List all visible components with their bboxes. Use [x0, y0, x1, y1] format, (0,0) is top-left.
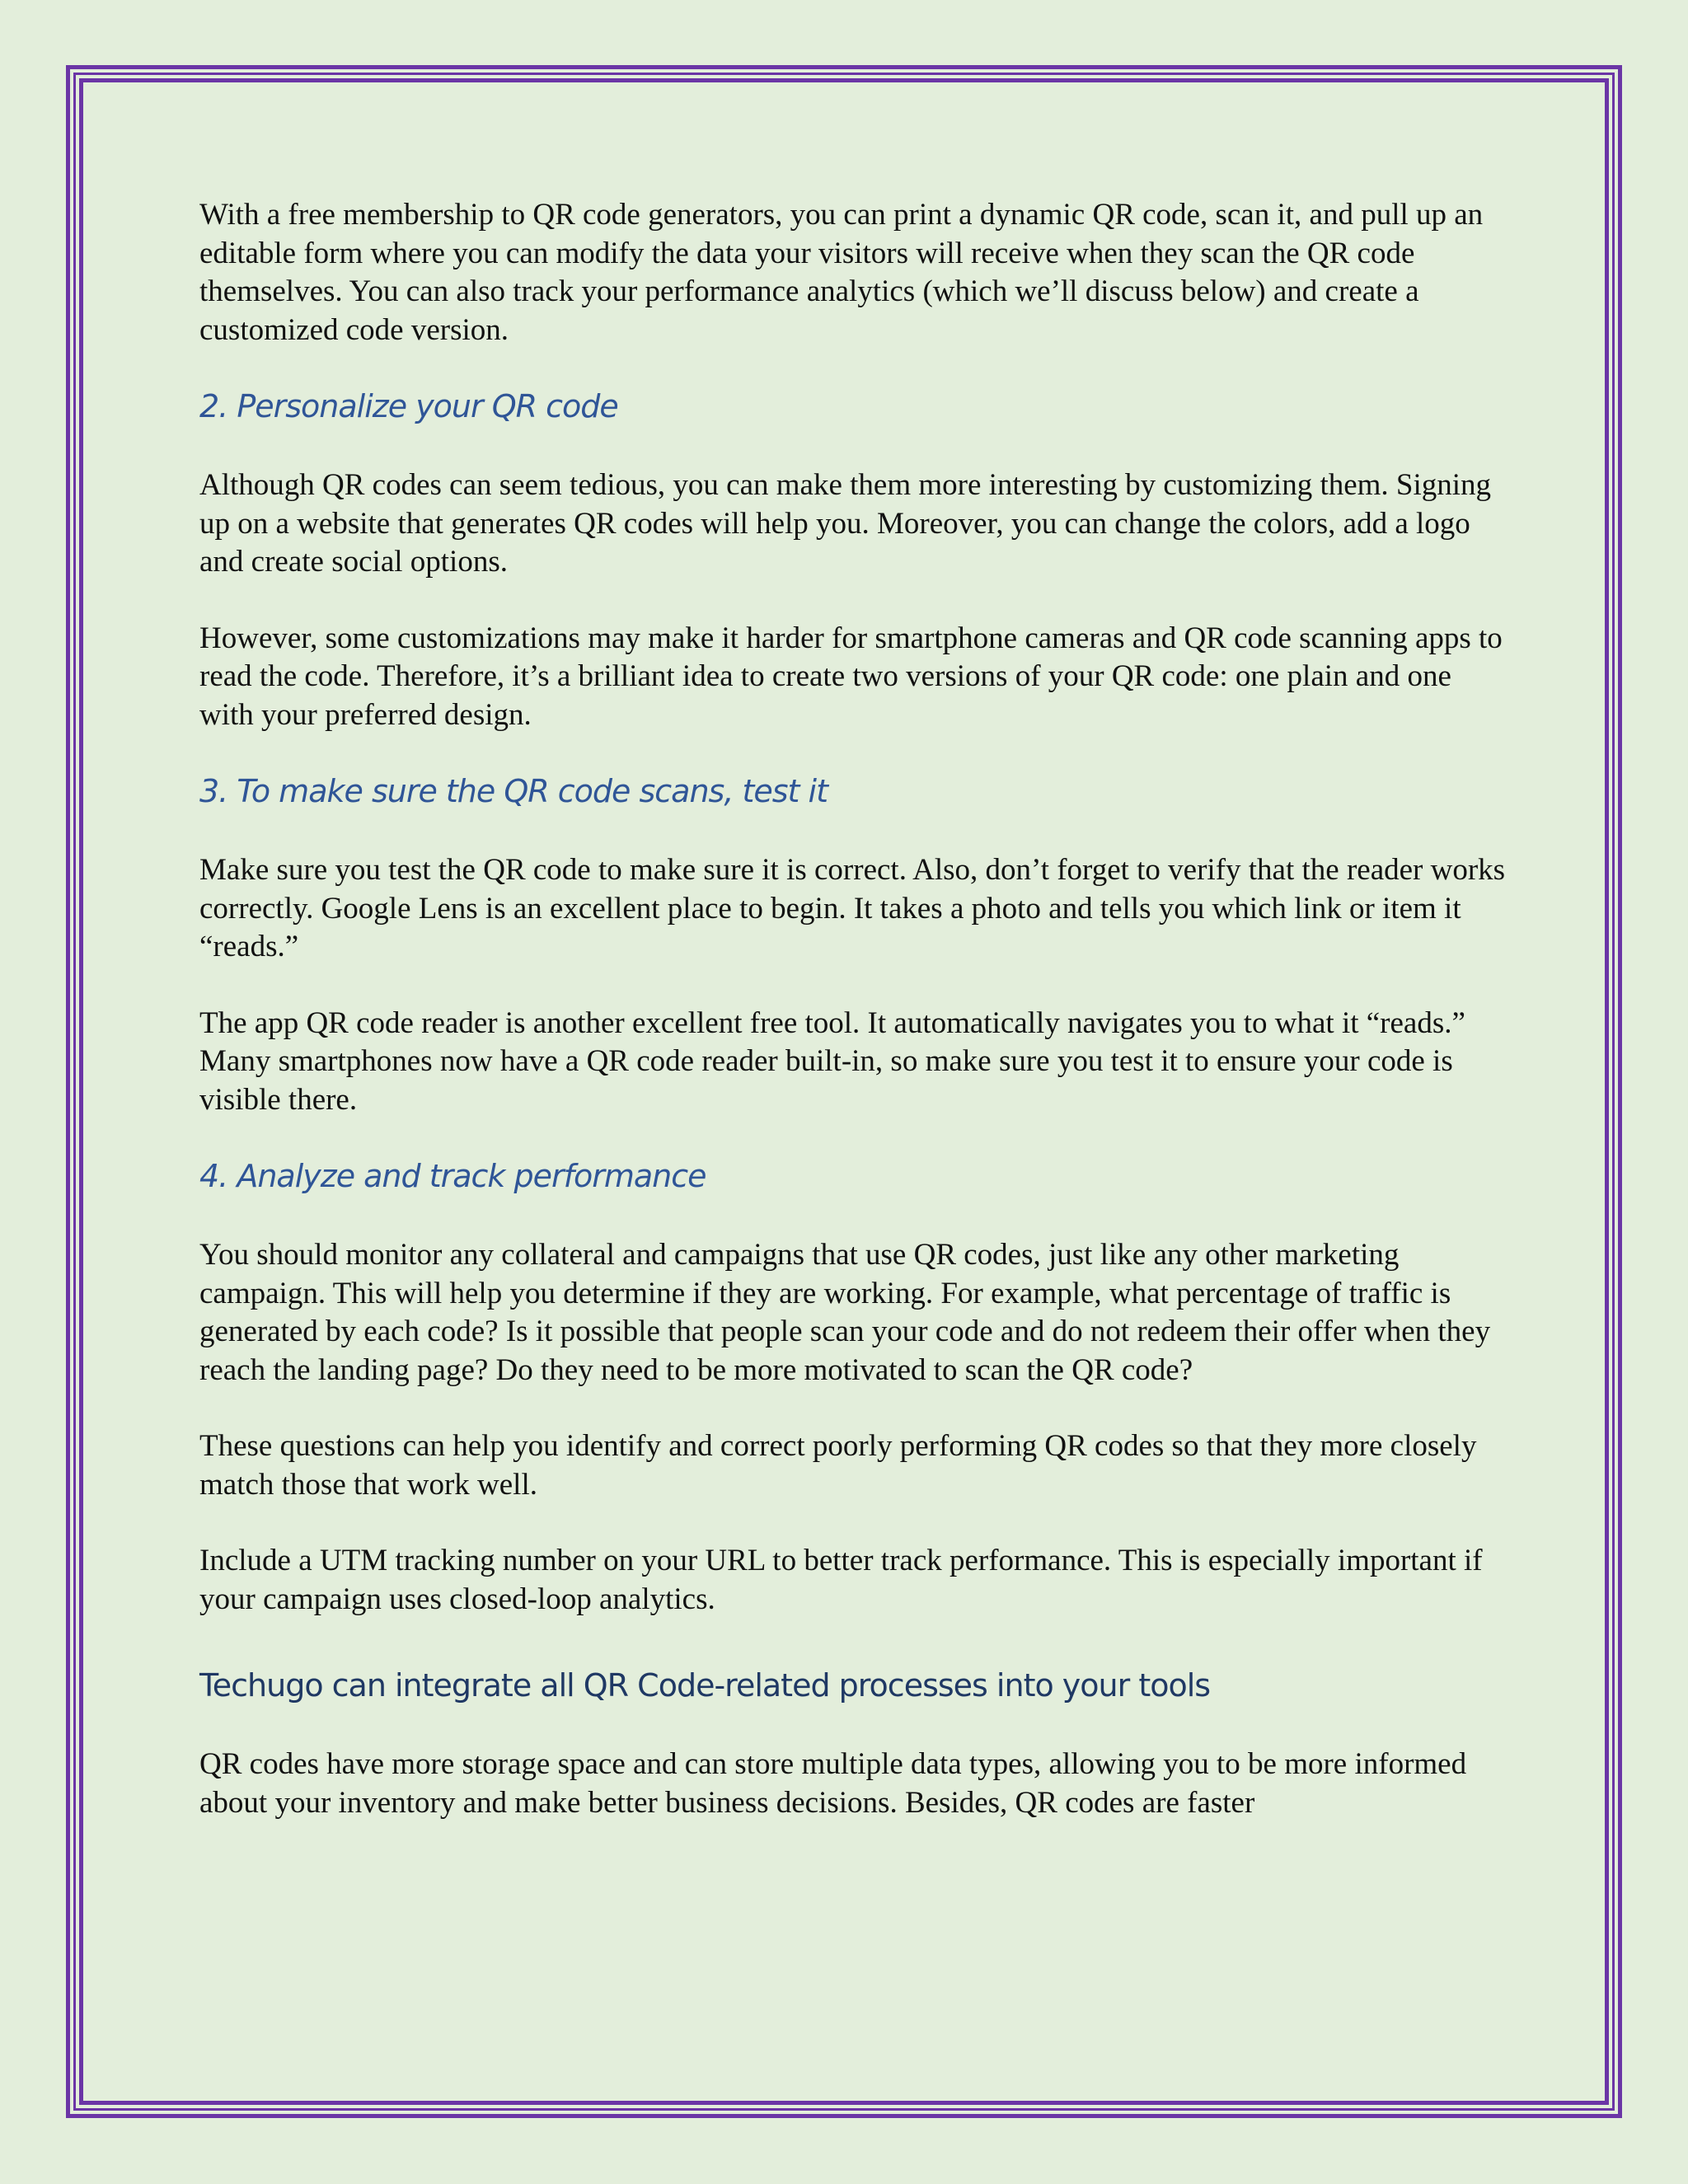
document-body	[199, 196, 1510, 1860]
paragraph-test-2: The app QR code reader is another excellent free tool. It automatically navigates you to what it “reads.” Many smartphones now have a QR code reader built-in, so make sure you test it to ensure your code is visible there.	[199, 1005, 1465, 1117]
section-heading-personalize: 2. Personalize your QR code	[199, 388, 618, 424]
intro-paragraph: With a free membership to QR code generators, you can print a dynamic QR code, scan it, and pull up an editable form where you can modify the data your visitors will receive when they scan the QR code themselves. You can also track your performance analytics (which we’ll discuss below) and create a customized code version.	[199, 198, 1484, 347]
closing-paragraph: QR codes have more storage space and can store multiple data types, allowing you to be more informed about your inventory and make better business decisions. Besides, QR codes are faster	[199, 1747, 1467, 1820]
paragraph-test-1: Make sure you test the QR code to make sure it is correct. Also, don’t forget to verify that the reader works correctly. Google Lens is an excellent place to begin. It takes a photo and tells you which link or item it “reads.”	[199, 853, 1506, 963]
paragraph-personalize-2: However, some customizations may make it harder for smartphone cameras and QR code scanning apps to read the code. Therefore, it’s a brilliant idea to create two versions of your QR code: one plain and one with your preferred design.	[199, 621, 1503, 732]
section-heading-analyze: 4. Analyze and track performance	[199, 1158, 706, 1194]
paragraph-personalize-1: Although QR codes can seem tedious, you can make them more interesting by customizing them. Signing up on a website that generates QR codes will help you. Moreover, you can change the colors, add a logo and create social options.	[199, 468, 1492, 579]
section-heading-test: 3. To make sure the QR code scans, test it	[199, 773, 828, 809]
paragraph-analyze-3: Include a UTM tracking number on your URL to better track performance. This is especially important if your campaign uses closed-loop analytics.	[199, 1544, 1483, 1616]
closing-heading: Techugo can integrate all QR Code-related processes into your tools	[199, 1667, 1211, 1704]
paragraph-analyze-2: These questions can help you identify and correct poorly performing QR codes so that they more closely match those that work well.	[199, 1429, 1477, 1502]
paragraph-analyze-1: You should monitor any collateral and campaigns that use QR codes, just like any other marketing campaign. This will help you determine if they are working. For example, what percentage of traffic is generated by each code? Is it possible that people scan your code and do not redeem their offer when they reach the landing page? Do they need to be more motivated to scan the QR code?	[199, 1238, 1491, 1387]
